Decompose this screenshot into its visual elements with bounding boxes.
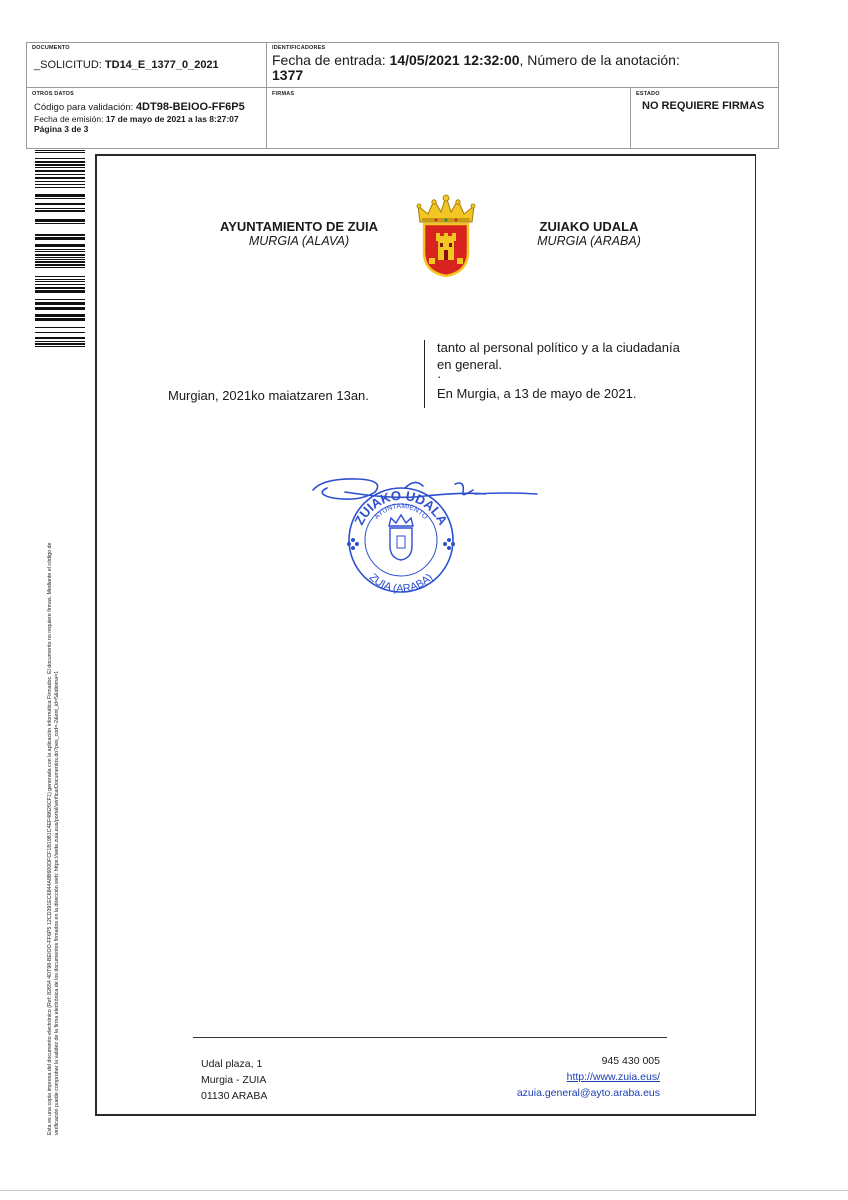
emision-value: 17 de mayo de 2021 a las 8:27:07 [105, 114, 239, 124]
column-divider [424, 340, 425, 408]
signature-stamp [305, 470, 545, 600]
barcode-bar [35, 254, 85, 256]
barcode-bar [35, 281, 85, 282]
barcode-bar [35, 210, 85, 212]
documento-label: DOCUMENTO [32, 45, 70, 51]
verification-line-2: verificación puede comprobar la validez de la firma electrónica de los documentos firmados en la dirección web: https://sede.zuia.eus/portal/verificarDocumentos.do?pes_cod=-2&ent_id=5&idioma=1 [54, 670, 60, 1135]
stamp-bottom-text: ZUIA (ARABA) [366, 571, 436, 596]
footer-website-link[interactable]: http://www.zuia.eus/ [566, 1071, 660, 1083]
anotacion-label: , Número de la anotación: [519, 52, 680, 68]
barcode-bar [35, 302, 85, 305]
documento-prefix: _SOLICITUD: [34, 59, 105, 71]
identificadores-label: IDENTIFICADORES [272, 45, 326, 51]
barcode-bar [35, 343, 85, 345]
letterhead-right [482, 219, 696, 248]
codigo-label: Código para validación: [34, 102, 136, 113]
header-col-rule [266, 42, 267, 149]
header-bottom-rule [26, 148, 779, 149]
stamp-top-text: ZUIAKO UDALA [351, 487, 451, 528]
address-line-2: Murgia - ZUIA [201, 1074, 267, 1086]
barcode-bar [35, 307, 85, 310]
barcode-bar [35, 267, 85, 268]
address-line-3: 01130 ARABA [201, 1090, 268, 1102]
barcode-bar [35, 244, 85, 247]
header-right-rule [778, 42, 779, 149]
anotacion-value: 1377 [272, 67, 304, 83]
barcode-bar [35, 164, 85, 166]
right-paragraph-line-2: en general. [437, 357, 503, 372]
barcode-bar [35, 249, 85, 250]
entrada-label: Fecha de entrada: [272, 52, 390, 68]
footer-phone: 945 430 005 [601, 1055, 660, 1067]
codigo-value: 4DT98-BEIOO-FF6P5 [135, 101, 245, 113]
barcode-bar [35, 299, 85, 300]
verification-line-1: Esta es una copia impresa del documento electrónico (Ref: 82654 4DT98-BEIOO-FF6P5 12CD391EC6844A8B600DFCF1B1981C4EF48626CF1) generada con la aplicación informática Firmadoc. El documento no requiere firmas. Mediante el código de [47, 542, 53, 1135]
header-top-rule [26, 42, 779, 43]
barcode-bar [35, 327, 85, 328]
address-line-1: Udal plaza, 1 [201, 1058, 263, 1070]
barcode-bar [35, 203, 85, 205]
barcode-bar [35, 341, 85, 342]
barcode-bar [35, 318, 85, 321]
barcode-bar [35, 314, 85, 317]
right-paragraph-line-1: tanto al personal político y a la ciudadanía [437, 340, 680, 355]
estado-label: ESTADO [636, 91, 660, 97]
codigo-validacion [34, 101, 245, 114]
identificadores-line [272, 53, 680, 68]
barcode-bar [35, 223, 85, 224]
stamp-middle-text: AYUNTAMIENTO [373, 502, 429, 521]
otros-datos-label: OTROS DATOS [32, 91, 75, 97]
right-paragraph [437, 339, 680, 384]
firmas-label: FIRMAS [272, 91, 295, 97]
barcode-bar [35, 174, 85, 175]
barcode-bar [35, 346, 85, 347]
barcode-bar [35, 251, 85, 252]
estado-value: NO REQUIERE FIRMAS [642, 100, 765, 112]
letterhead-left [192, 219, 406, 248]
footer-contact [480, 1053, 660, 1101]
document-header [26, 42, 779, 149]
fecha-emision [34, 114, 239, 124]
barcode-bar [35, 219, 85, 222]
barcode-bar [35, 259, 85, 260]
barcode-bar [35, 150, 85, 151]
barcode-bar [35, 276, 85, 277]
documento-code: TD14_E_1377_0_2021 [104, 59, 219, 71]
coat-of-arms-icon [414, 194, 478, 278]
right-date: En Murgia, a 13 de mayo de 2021. [437, 386, 637, 401]
barcode-bar [35, 234, 85, 236]
entrada-value: 14/05/2021 12:32:00 [389, 52, 520, 68]
barcode-bar [35, 152, 85, 153]
barcode-bar [35, 187, 85, 188]
barcode-bar [35, 264, 85, 266]
barcode-bar [35, 290, 85, 293]
barcode-bar [35, 237, 85, 240]
documento-value [34, 59, 219, 71]
barcode-icon [35, 150, 85, 350]
barcode-bar [35, 279, 85, 280]
pagina: Página 3 de 3 [34, 124, 89, 134]
barcode-bar [35, 158, 85, 159]
verification-text [47, 365, 61, 1135]
barcode-bar [35, 287, 85, 289]
barcode-bar [35, 177, 85, 179]
barcode-bar [35, 257, 85, 258]
barcode-bar [35, 194, 85, 197]
barcode-bar [35, 208, 85, 209]
barcode-bar [35, 261, 85, 263]
barcode-bar [35, 332, 85, 333]
header-estado-rule [630, 87, 631, 149]
left-date: Murgian, 2021ko maiatzaren 13an. [168, 388, 369, 403]
footer-email-link[interactable]: azuia.general@ayto.araba.eus [516, 1087, 660, 1099]
right-bullet: · [437, 369, 442, 384]
barcode-bar [35, 337, 85, 339]
letterhead-right-name: ZUIAKO UDALA [539, 219, 639, 234]
emision-label: Fecha de emisión: [34, 114, 106, 124]
barcode-bar [35, 198, 85, 199]
barcode-bar [35, 184, 85, 185]
stamp-icon [347, 488, 455, 592]
barcode-bar [35, 181, 85, 182]
header-middle-rule [26, 87, 779, 88]
footer-rule [193, 1037, 667, 1038]
letter-frame [95, 154, 756, 1116]
letterhead-right-town: MURGIA (ARABA) [537, 234, 641, 248]
barcode-bar [35, 170, 85, 172]
letterhead-left-town: MURGIA (ALAVA) [248, 234, 350, 248]
barcode-bar [35, 161, 85, 163]
barcode-bar [35, 167, 85, 168]
footer-address [201, 1056, 267, 1104]
header-left-rule [26, 42, 27, 149]
letterhead-left-name: AYUNTAMIENTO DE ZUIA [220, 219, 378, 234]
page-bottom-rule [0, 1190, 848, 1191]
barcode-bar [35, 284, 85, 285]
